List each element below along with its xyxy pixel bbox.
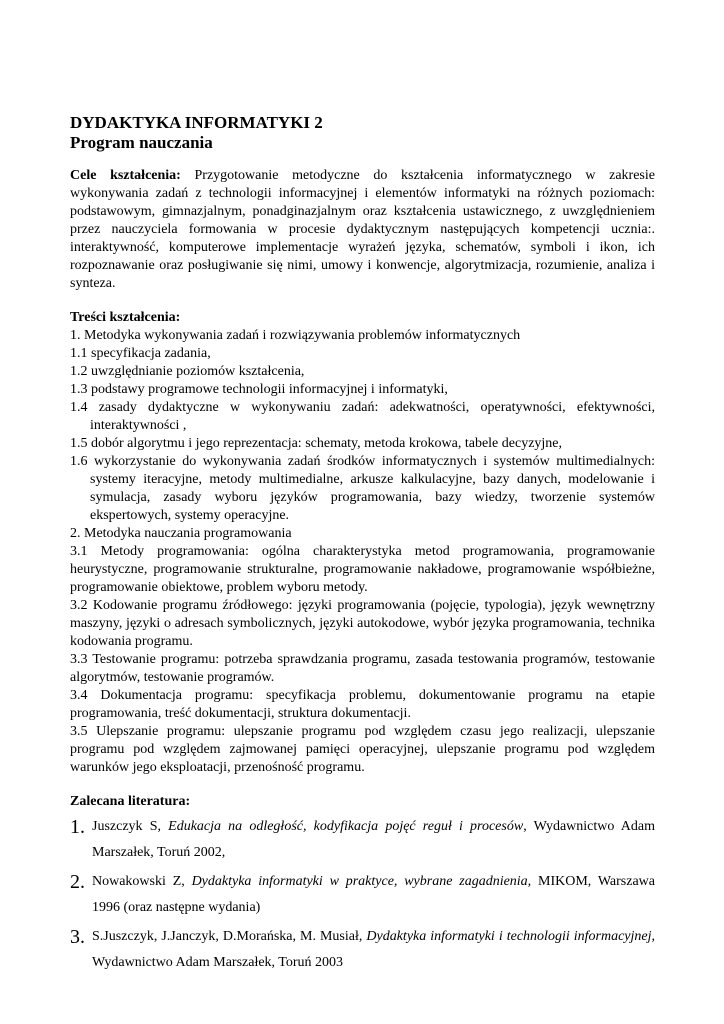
literature-title: Dydaktyka informatyki i technologii informacyjnej bbox=[366, 929, 652, 944]
content-item: 1.6 wykorzystanie do wykonywania zadań środków informatycznych i systemów multimedialnych: systemy iteracyjne, metody multimedialne, arkusze kalkulacyjne, bazy danych, modelowanie i symulacja, zasady wyboru języków programowania, bazy wiedzy, tworzenie systemów ekspertowych, systemy operacyjne. bbox=[70, 454, 655, 523]
literature-heading: Zalecana literatura: bbox=[70, 794, 191, 809]
document-content bbox=[70, 113, 655, 976]
content-item: 1.5 dobór algorytmu i jego reprezentacja: schematy, metoda krokowa, tabele decyzyjne, bbox=[70, 436, 563, 451]
content-item: 3.1 Metody programowania: ogólna charakterystyka metod programowania, programowanie heurystyczne, programowanie strukturalne, programowanie nakładowe, programowanie współbieżne, programowanie obiektowe, problem wyboru metody. bbox=[70, 544, 655, 595]
literature-number: 2. bbox=[70, 871, 85, 893]
content-item: 1.2 uwzględnianie poziomów kształcenia, bbox=[70, 364, 305, 379]
literature-item bbox=[70, 814, 655, 866]
goals-label: Cele kształcenia: bbox=[70, 168, 181, 183]
literature-item bbox=[70, 869, 655, 921]
content-heading: Treści kształcenia: bbox=[70, 310, 181, 325]
content-item: 1.4 zasady dydaktyczne w wykonywaniu zadań: adekwatności, operatywności, efektywności, interaktywności , bbox=[70, 400, 655, 433]
content-item: 1.1 specyfikacja zadania, bbox=[70, 346, 211, 361]
content-item: 2. Metodyka nauczania programowania bbox=[70, 526, 292, 541]
literature-entry bbox=[92, 869, 655, 921]
literature-entry bbox=[92, 924, 655, 976]
content-item: 3.4 Dokumentacja programu: specyfikacja problemu, dokumentowanie programu na etapie programowania, treść dokumentacji, struktura dokumentacji. bbox=[70, 688, 655, 721]
literature-publisher: MIKOM, Warszawa 1996 (oraz następne wydania) bbox=[92, 874, 655, 915]
document-subtitle: Program nauczania bbox=[70, 133, 213, 152]
document-title: DYDAKTYKA INFORMATYKI 2 bbox=[70, 113, 323, 132]
literature-number: 3. bbox=[70, 926, 85, 948]
literature-author: Nowakowski Z, bbox=[92, 874, 192, 889]
content-item: 3.5 Ulepszanie programu: ulepszanie programu pod względem czasu jego realizacji, ulepszanie programu pod względem zajmowanej pamięci operacyjnej, ulepszanie programu pod względem warunków jego eksploatacji, przenośność programu. bbox=[70, 724, 655, 775]
goals-paragraph bbox=[70, 167, 655, 293]
content-item: 1.3 podstawy programowe technologii informacyjnej i informatyki, bbox=[70, 382, 448, 397]
literature-title: Edukacja na odległość, kodyfikacja pojęć reguł i procesów bbox=[168, 819, 524, 834]
literature-item bbox=[70, 924, 655, 976]
literature-author: S.Juszczyk, J.Janczyk, D.Morańska, M. Musiał, bbox=[92, 929, 367, 944]
content-item: 3.3 Testowanie programu: potrzeba sprawdzania programu, zasada testowania programów, testowanie algorytmów, testowanie programów. bbox=[70, 652, 655, 685]
literature-publisher: , Wydawnictwo Adam Marszałek, Toruń 2002, bbox=[92, 819, 655, 860]
content-item: 3.2 Kodowanie programu źródłowego: języki programowania (pojęcie, typologia), język wewnętrzny maszyny, języki o adresach symbolicznych, języki autokodowe, wybór języka programowania, technika kodowania programu. bbox=[70, 598, 655, 649]
literature-author: Juszczyk S, bbox=[92, 819, 169, 834]
literature-number: 1. bbox=[70, 816, 85, 838]
content-section bbox=[70, 309, 655, 777]
literature-section bbox=[70, 793, 655, 976]
literature-title: Dydaktyka informatyki w praktyce, wybrane zagadnienia, bbox=[191, 874, 532, 889]
literature-entry bbox=[92, 814, 655, 866]
goals-text: Przygotowanie metodyczne do kształcenia informatycznego w zakresie wykonywania zadań z technologii informacyjnej i elementów informatyki na różnych poziomach: podstawowym, gimnazjalnym, ponadginazjalnym oraz kształcenia ustawicznego, z uwzględnieniem przez nauczyciela formowania w procesie dydaktycznym następujących kompetencji ucznia:. interaktywność, komputerowe implementacje wyrażeń języka, schematów, symboli i ikon, ich rozpoznawanie oraz posługiwanie się nimi, umowy i konwencje, algorytmizacja, rozumienie, analiza i synteza. bbox=[70, 168, 655, 291]
literature-publisher: , Wydawnictwo Adam Marszałek, Toruń 2003 bbox=[92, 929, 655, 970]
content-item: 1. Metodyka wykonywania zadań i rozwiązywania problemów informatycznych bbox=[70, 328, 521, 343]
